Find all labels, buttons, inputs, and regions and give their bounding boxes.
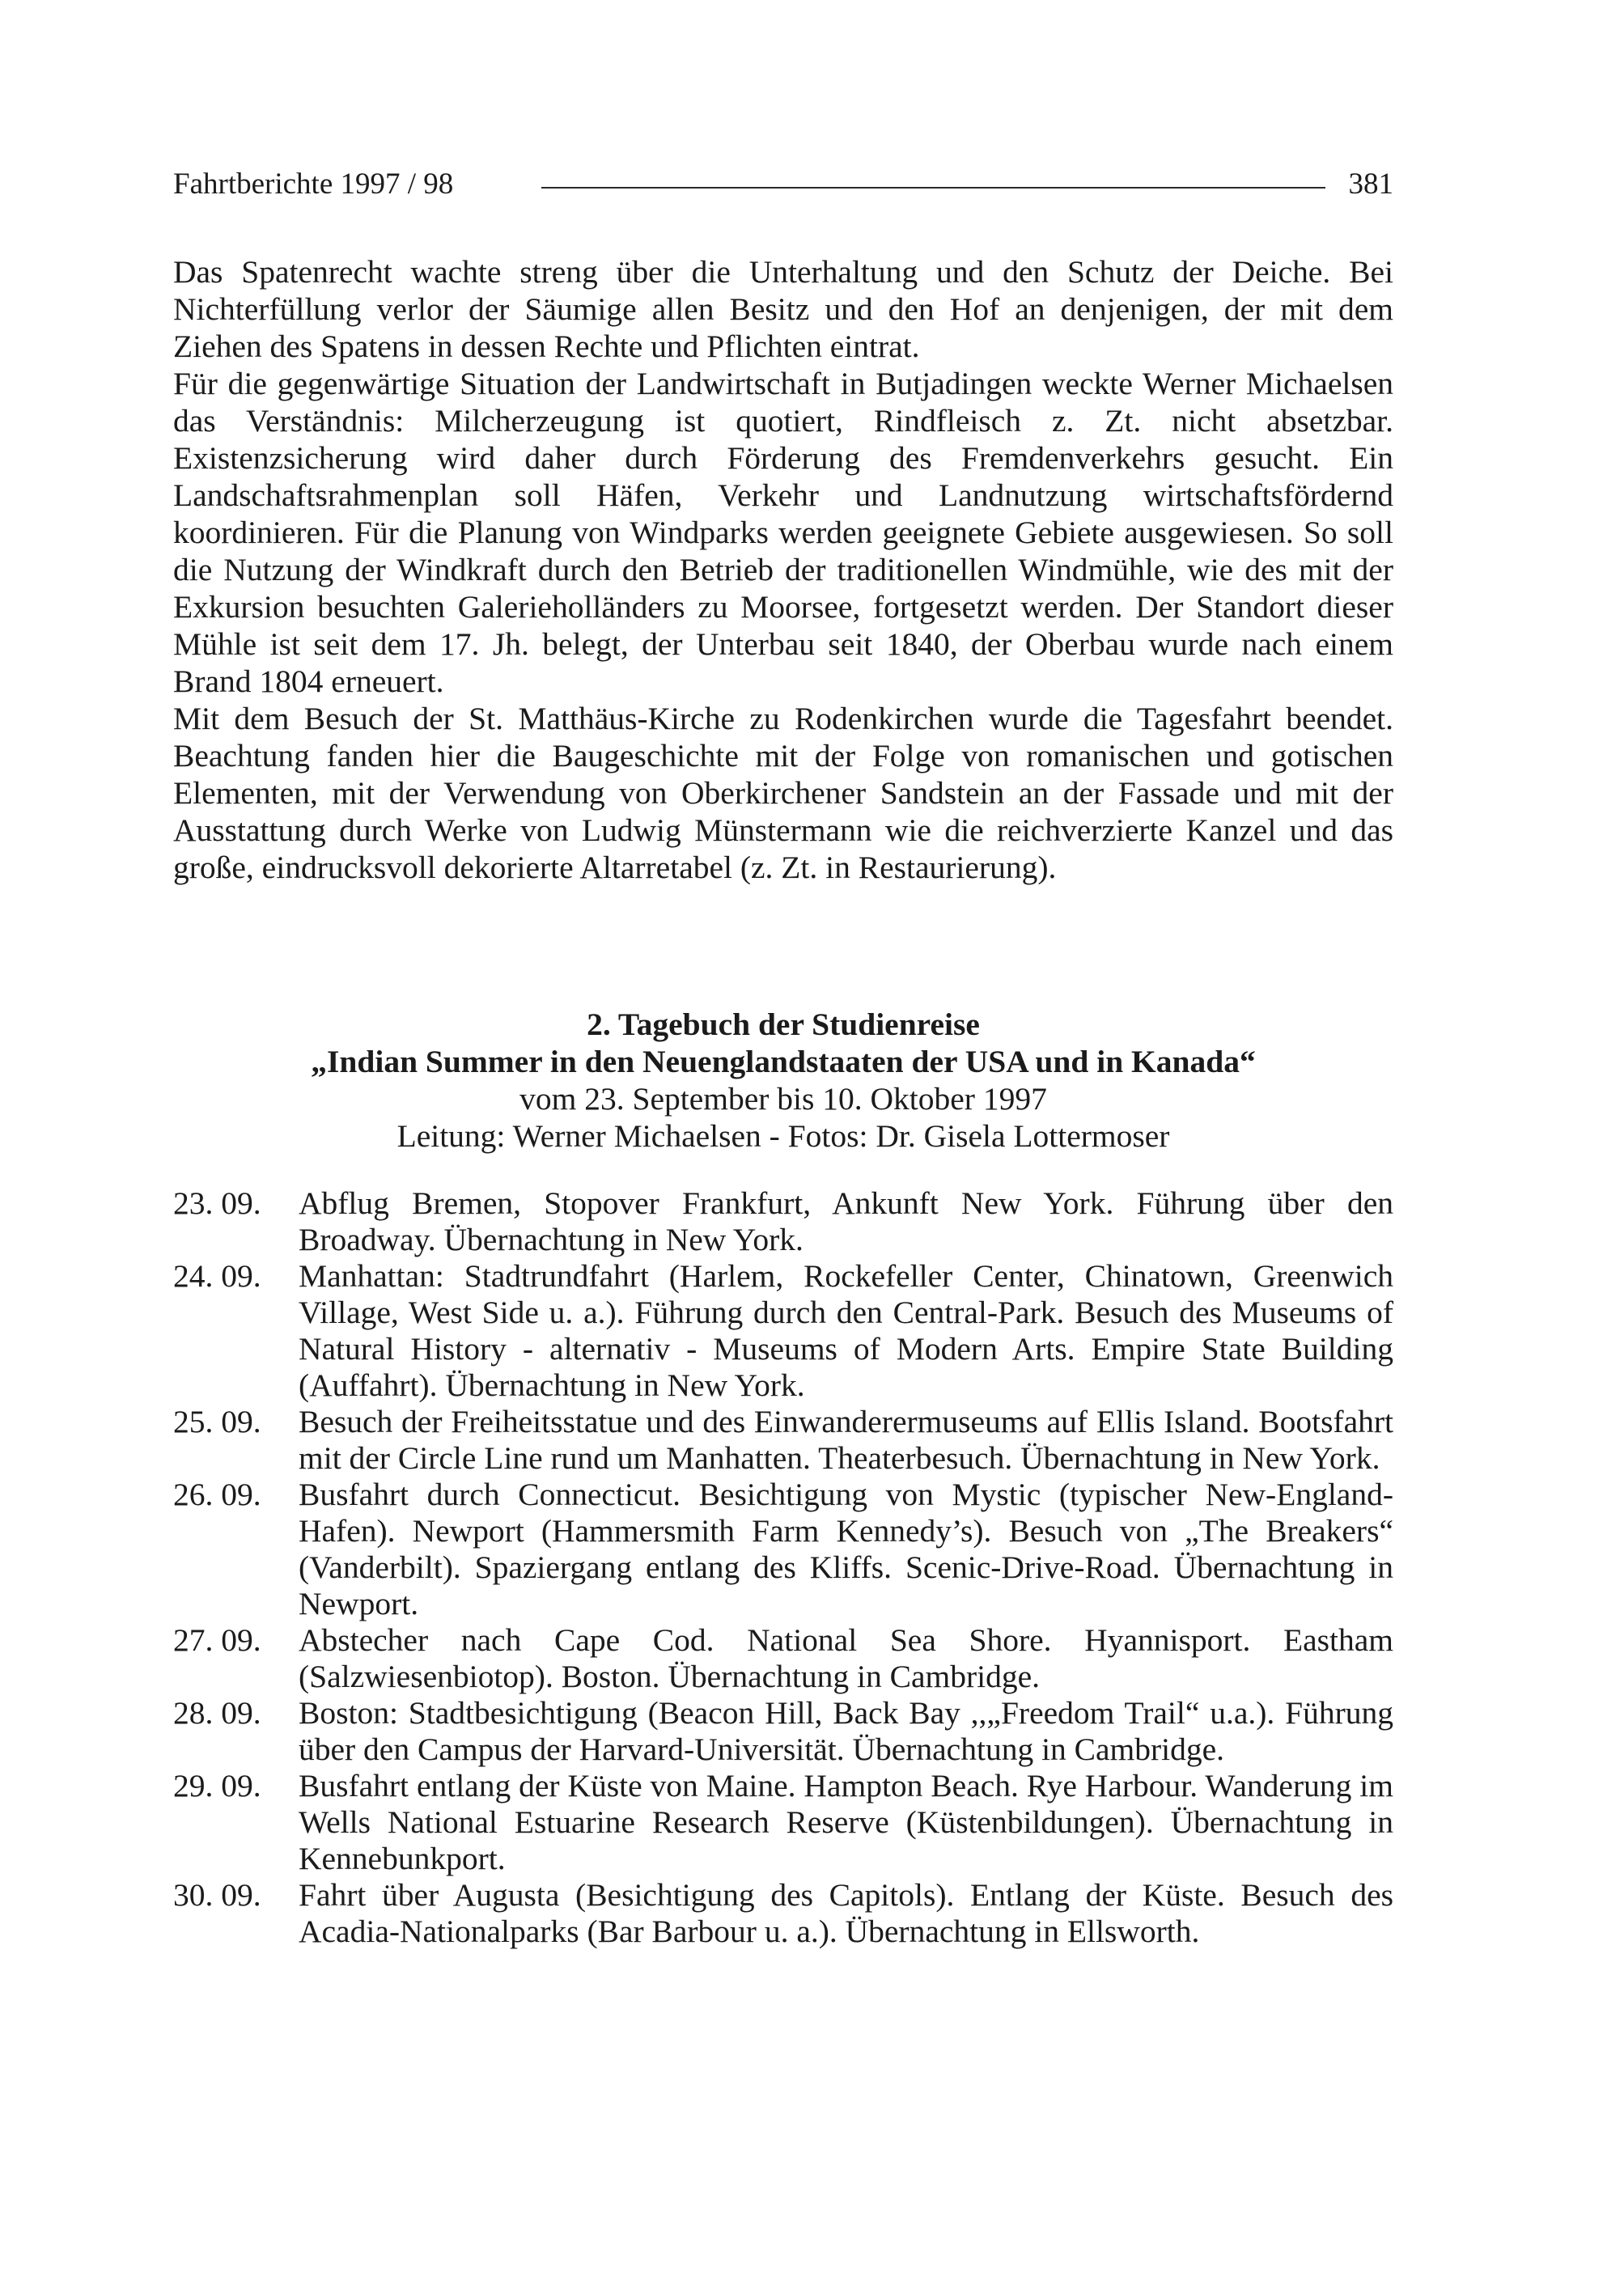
diary-entry (173, 1768, 1393, 1877)
entry-date: 28. 09. (173, 1695, 261, 1731)
section-title: 2. Tagebuch der Studienreise (587, 1007, 980, 1042)
entry-date: 26. 09. (173, 1477, 261, 1512)
paragraph-spatenrecht: Das Spatenrecht wachte streng über die Unterhaltung und den Schutz der Deiche. Bei Nichterfüllung verlor der Säumige allen Besitz und den Hof an denjenigen, der mit dem Ziehen des Spatens in dessen Rechte und Pflichten eintrat. (173, 254, 1393, 364)
entry-text: Boston: Stadtbesichtigung (Beacon Hill, Back Bay ,,„Freedom Trail“ u.a.). Führung über den Campus der Harvard-Universität. Übernachtung in Cambridge. (299, 1695, 1393, 1767)
entry-text: Busfahrt entlang der Küste von Maine. Hampton Beach. Rye Harbour. Wanderung im Wells National Estuarine Research Reserve (Küstenbildungen). Übernachtung in Kennebunkport. (299, 1768, 1393, 1876)
header-rule (541, 187, 1325, 189)
entry-text: Busfahrt durch Connecticut. Besichtigung von Mystic (typischer New-England-Hafen). Newport (Hammersmith Farm Kennedy’s). Besuch von „The Breakers“ (Vanderbilt). Spaziergang entlang des Kliffs. Scenic-Drive-Road. Übernachtung in Newport. (299, 1477, 1393, 1621)
entry-date: 24. 09. (173, 1258, 261, 1294)
diary-entry (173, 1404, 1393, 1477)
entry-text: Abstecher nach Cape Cod. National Sea Shore. Hyannisport. Eastham (Salzwiesenbiotop). Boston. Übernachtung in Cambridge. (299, 1622, 1393, 1694)
section-subtitle: „Indian Summer in den Neuenglandstaaten der USA und in Kanada“ (311, 1044, 1256, 1079)
entry-date: 23. 09. (173, 1185, 261, 1221)
diary-entries (173, 1185, 1393, 1950)
paragraph-landwirtschaft: Für die gegenwärtige Situation der Landwirtschaft in Butjadingen weckte Werner Michaelsen das Verständnis: Milcherzeugung ist quotiert, Rindfleisch z. Zt. nicht absetzbar. Existenzsicherung wird daher durch Förderung des Fremdenverkehrs gesucht. Ein Landschaftsrahmenplan soll Häfen, Verkehr und Landnutzung wirtschaftsfördernd koordinieren. Für die Planung von Windparks werden geeignete Gebiete ausgewiesen. So soll die Nutzung der Windkraft durch den Betrieb der traditionellen Windmühle, wie des mit der Exkursion besuchten Galerieholländers zu Moorsee, fortgesetzt werden. Der Standort dieser Mühle ist seit dem 17. Jh. belegt, der Unterbau seit 1840, der Oberbau wurde nach einem Brand 1804 erneuert. (173, 366, 1393, 699)
entry-date: 29. 09. (173, 1768, 261, 1803)
entry-date: 30. 09. (173, 1877, 261, 1913)
paragraph-matthaeus-kirche: Mit dem Besuch der St. Matthäus-Kirche zu Rodenkirchen wurde die Tagesfahrt beendet. Beachtung fanden hier die Baugeschichte mit der Folge von romanischen und gotischen Elementen, mit der Verwendung von Oberkirchener Sandstein an der Fassade und mit der Ausstattung durch Werke von Ludwig Münstermann wie die reichverzierte Kanzel und das große, eindrucksvoll dekorierte Altarretabel (z. Zt. in Restaurierung). (173, 701, 1393, 885)
diary-entry (173, 1877, 1393, 1950)
diary-entry (173, 1258, 1393, 1404)
entry-text: Abflug Bremen, Stopover Frankfurt, Ankunft New York. Führung über den Broadway. Übernachtung in New York. (299, 1185, 1393, 1257)
page-number: 381 (1348, 167, 1393, 201)
entry-text: Besuch der Freiheitsstatue und des Einwanderermuseums auf Ellis Island. Bootsfahrt mit der Circle Line rund um Manhatten. Theaterbesuch. Übernachtung in New York. (299, 1404, 1393, 1476)
entry-date: 27. 09. (173, 1622, 261, 1658)
section-heading (173, 1006, 1393, 1155)
diary-entry (173, 1622, 1393, 1695)
diary-entry (173, 1477, 1393, 1622)
running-header (173, 160, 1393, 209)
diary-entry (173, 1695, 1393, 1768)
travel-dates: vom 23. September bis 10. Oktober 1997 (519, 1081, 1047, 1117)
entry-text: Manhattan: Stadtrundfahrt (Harlem, Rockefeller Center, Chinatown, Greenwich Village, West Side u. a.). Führung durch den Central-Park. Besuch des Museums of Natural History - alternativ - Museums of Modern Arts. Empire State Building (Auffahrt). Übernachtung in New York. (299, 1258, 1393, 1403)
entry-date: 25. 09. (173, 1404, 261, 1439)
entry-text: Fahrt über Augusta (Besichtigung des Capitols). Entlang der Küste. Besuch des Acadia-Nationalparks (Bar Barbour u. a.). Übernachtung in Ellsworth. (299, 1877, 1393, 1949)
credits-line: Leitung: Werner Michaelsen - Fotos: Dr. Gisela Lottermoser (396, 1118, 1170, 1154)
running-title: Fahrtberichte 1997 / 98 (173, 167, 454, 201)
body-text (173, 253, 1393, 886)
diary-entry (173, 1185, 1393, 1258)
